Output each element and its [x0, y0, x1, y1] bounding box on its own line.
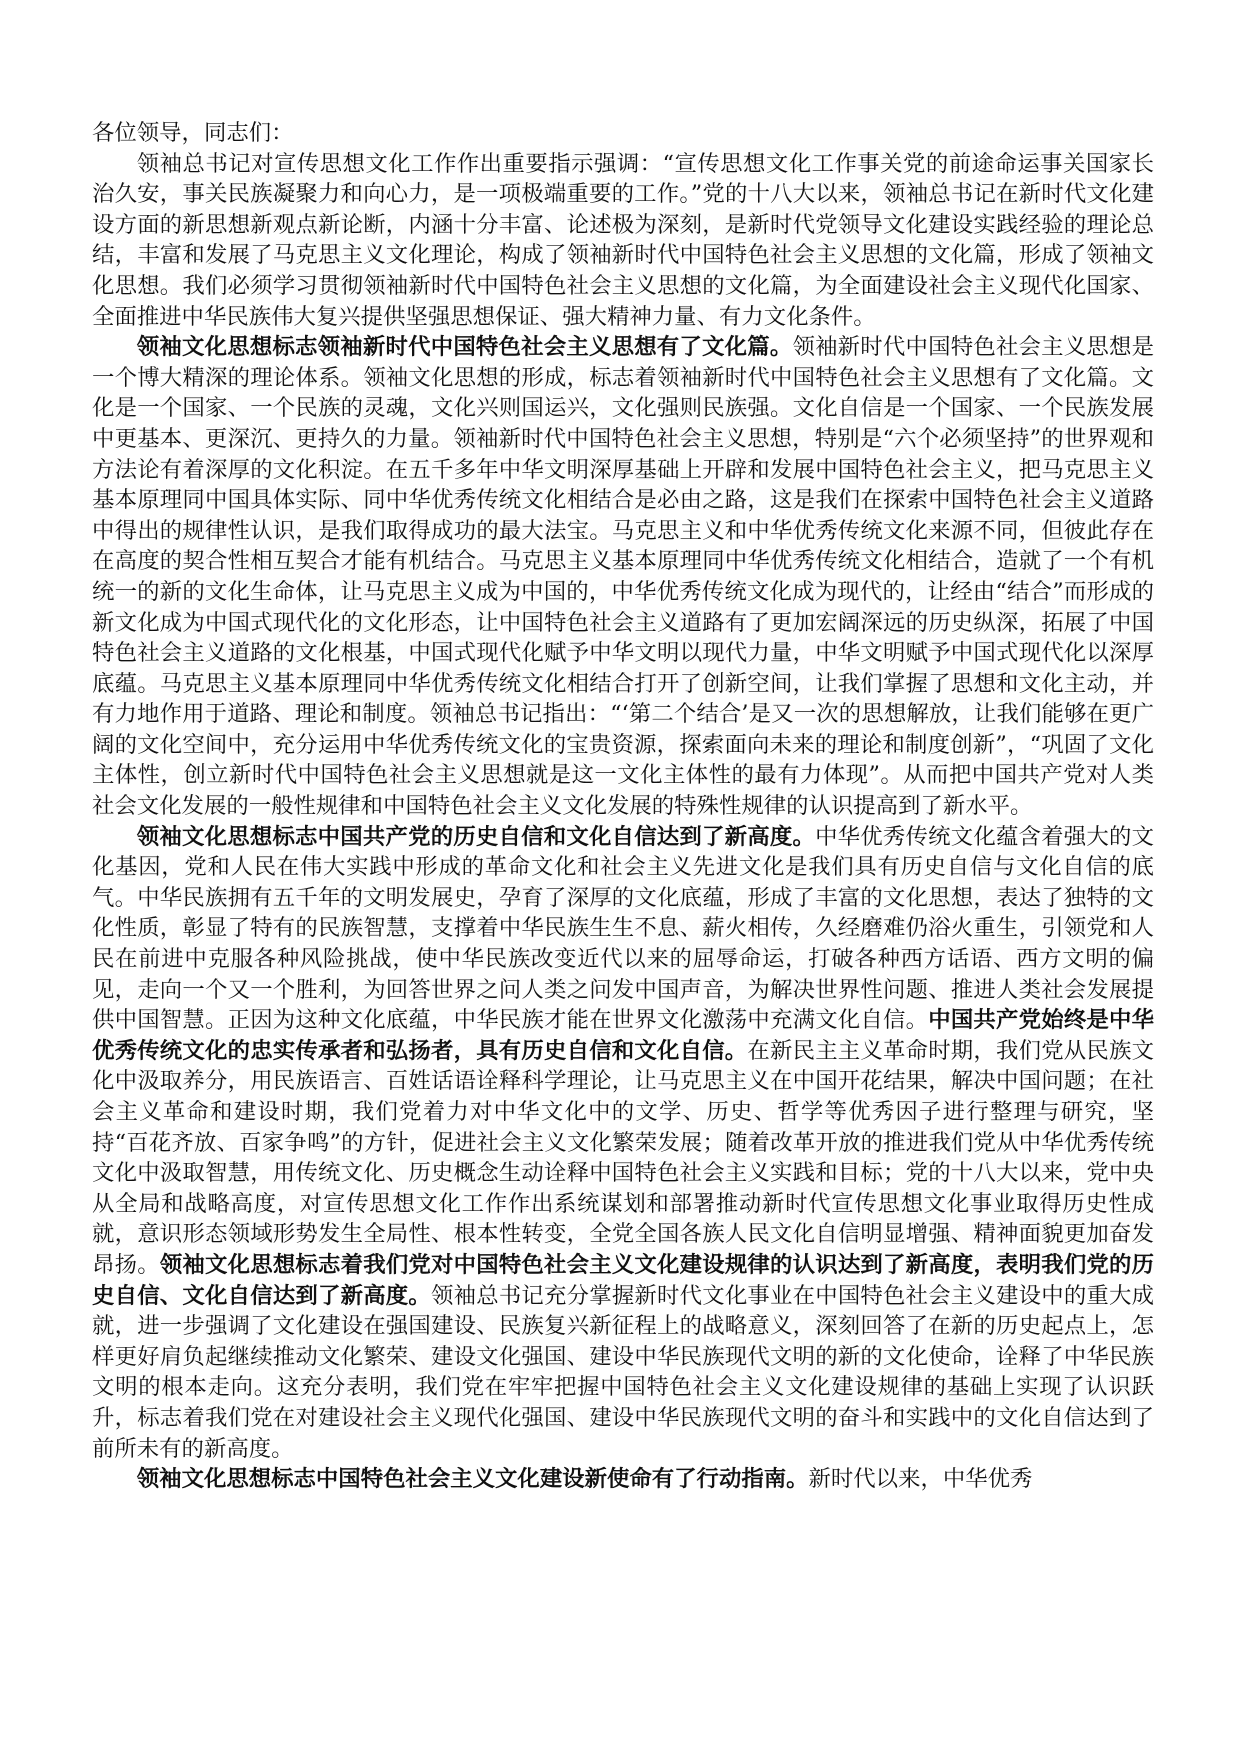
paragraph-heading: 领袖文化思想标志领袖新时代中国特色社会主义思想有了文化篇。 [136, 334, 793, 361]
paragraph-new-mission [92, 1464, 1154, 1495]
paragraph-heading: 领袖文化思想标志中国特色社会主义文化建设新使命有了行动指南。 [136, 1466, 809, 1493]
paragraph-body: 领袖总书记充分掌握新时代文化事业在中国特色社会主义建设中的重大成就，进一步强调了文化建设在强国建设、民族复兴新征程上的战略意义，深刻回答了在新的历史起点上，怎样更好肩负起继续推动文化繁荣、建设文化强国、建设中华民族现代文明的新的文化使命，诠释了中华民族文明的根本走向。这充分表明，我们党在牢牢把握中国特色社会主义文化建设规律的基础上实现了认识跃升，标志着我们党在对建设社会主义现代化强国、建设中华民族现代文明的奋斗和实践中的文化自信达到了前所未有的新高度。 [92, 1282, 1155, 1462]
paragraph-cultural-chapter [92, 332, 1154, 822]
paragraph-historical-confidence [92, 822, 1154, 1464]
paragraph-body: 中华优秀传统文化蕴含着强大的文化基因，党和人民在伟大实践中形成的革命文化和社会主义先进文化是我们具有历史自信与文化自信的底气。中华民族拥有五千年的文明发展史，孕育了深厚的文化底蕴，形成了丰富的文化思想，表达了独特的文化性质，彰显了特有的民族智慧，支撑着中华民族生生不息、薪火相传，久经磨难仍浴火重生，引领党和人民在前进中克服各种风险挑战，使中华民族改变近代以来的屈辱命运，打破各种西方话语、西方文明的偏见，走向一个又一个胜利，为回答世界之问人类之问发中国声音，为解决世界性问题、推进人类社会发展提供中国智慧。正因为这种文化底蕴，中华民族才能在世界文化激荡中充满文化自信。 [92, 823, 1154, 1034]
emphasis-text: 中国共产党始终是中华优秀传统文化的忠实传承者和弘扬者，具有历史自信和文化自信。 [92, 1007, 1155, 1064]
paragraph-body: 新时代以来，中华优秀 [808, 1466, 1033, 1493]
emphasis-text: 领袖文化思想标志着我们党对中国特色社会主义文化建设规律的认识达到了新高度，表明我们党的历史自信、文化自信达到了新高度。 [92, 1251, 1155, 1309]
paragraph-heading: 领袖文化思想标志中国共产党的历史自信和文化自信达到了新高度。 [136, 823, 816, 850]
paragraph-body: 领袖新时代中国特色社会主义思想是一个博大精深的理论体系。领袖文化思想的形成，标志着领袖新时代中国特色社会主义思想有了文化篇。文化是一个国家、一个民族的灵魂，文化兴则国运兴，文化强则民族强。文化自信是一个国家、一个民族发展中更基本、更深沉、更持久的力量。领袖新时代中国特色社会主义思想，特别是“六个必须坚持”的世界观和方法论有着深厚的文化积淀。在五千多年中华文明深厚基础上开辟和发展中国特色社会主义，把马克思主义基本原理同中国具体实际、同中华优秀传统文化相结合是必由之路，这是我们在探索中国特色社会主义道路中得出的规律性认识，是我们取得成功的最大法宝。马克思主义和中华优秀传统文化来源不同，但彼此存在在高度的契合性相互契合才能有机结合。马克思主义基本原理同中华优秀传统文化相结合，造就了一个有机统一的新的文化生命体，让马克思主义成为中国的，中华优秀传统文化成为现代的，让经由“结合”而形成的新文化成为中国式现代化的文化形态，让中国特色社会主义道路有了更加宏阔深远的历史纵深，拓展了中国特色社会主义道路的文化根基，中国式现代化赋予中华文明以现代力量，中华文明赋予中国式现代化以深厚底蕴。马克思主义基本原理同中华优秀传统文化相结合打开了创新空间，让我们掌握了思想和文化主动，并有力地作用于道路、理论和制度。领袖总书记指出：“‘第二个结合’是又一次的思想解放，让我们能够在更广阔的文化空间中，充分运用中华优秀传统文化的宝贵资源，探索面向未来的理论和制度创新”，“巩固了文化主体性，创立新时代中国特色社会主义思想就是这一文化主体性的最有力体现”。从而把中国共产党对人类社会文化发展的一般性规律和中国特色社会主义文化发展的特殊性规律的认识提高到了新水平。 [92, 334, 1154, 820]
paragraph-body: 在新民主主义革命时期，我们党从民族文化中汲取养分，用民族语言、百姓话语诠释科学理论，让马克思主义在中国开花结果，解决中国问题；在社会主义革命和建设时期，我们党着力对中华文化中的文学、历史、哲学等优秀因子进行整理与研究，坚持“百花齐放、百家争鸣”的方针，促进社会主义文化繁荣发展；随着改革开放的推进我们党从中华优秀传统文化中汲取智慧，用传统文化、历史概念生动诠释中国特色社会主义实践和目标；党的十八大以来，党中央从全局和战略高度，对宣传思想文化工作作出系统谋划和部署推动新时代宣传思想文化事业取得历史性成就，意识形态领域形势发生全局性、根本性转变，全党全国各族人民文化自信明显增强、精神面貌更加奋发昂扬。 [92, 1037, 1155, 1278]
salutation: 各位领导，同志们： [92, 120, 294, 146]
paragraph-intro: 领袖总书记对宣传思想文化工作作出重要指示强调：“宣传思想文化工作事关党的前途命运事关国家长治久安，事关民族凝聚力和向心力，是一项极端重要的工作。”党的十八大以来，领袖总书记在新时代文化建设方面的新思想新观点新论断，内涵十分丰富、论述极为深刻，是新时代党领导文化建设实践经验的理论总结，丰富和发展了马克思主义文化理论，构成了领袖新时代中国特色社会主义思想的文化篇，形成了领袖文化思想。我们必须学习贯彻领袖新时代中国特色社会主义思想的文化篇，为全面建设社会主义现代化国家、全面推进中华民族伟大复兴提供坚强思想保证、强大精神力量、有力文化条件。 [92, 150, 1154, 330]
